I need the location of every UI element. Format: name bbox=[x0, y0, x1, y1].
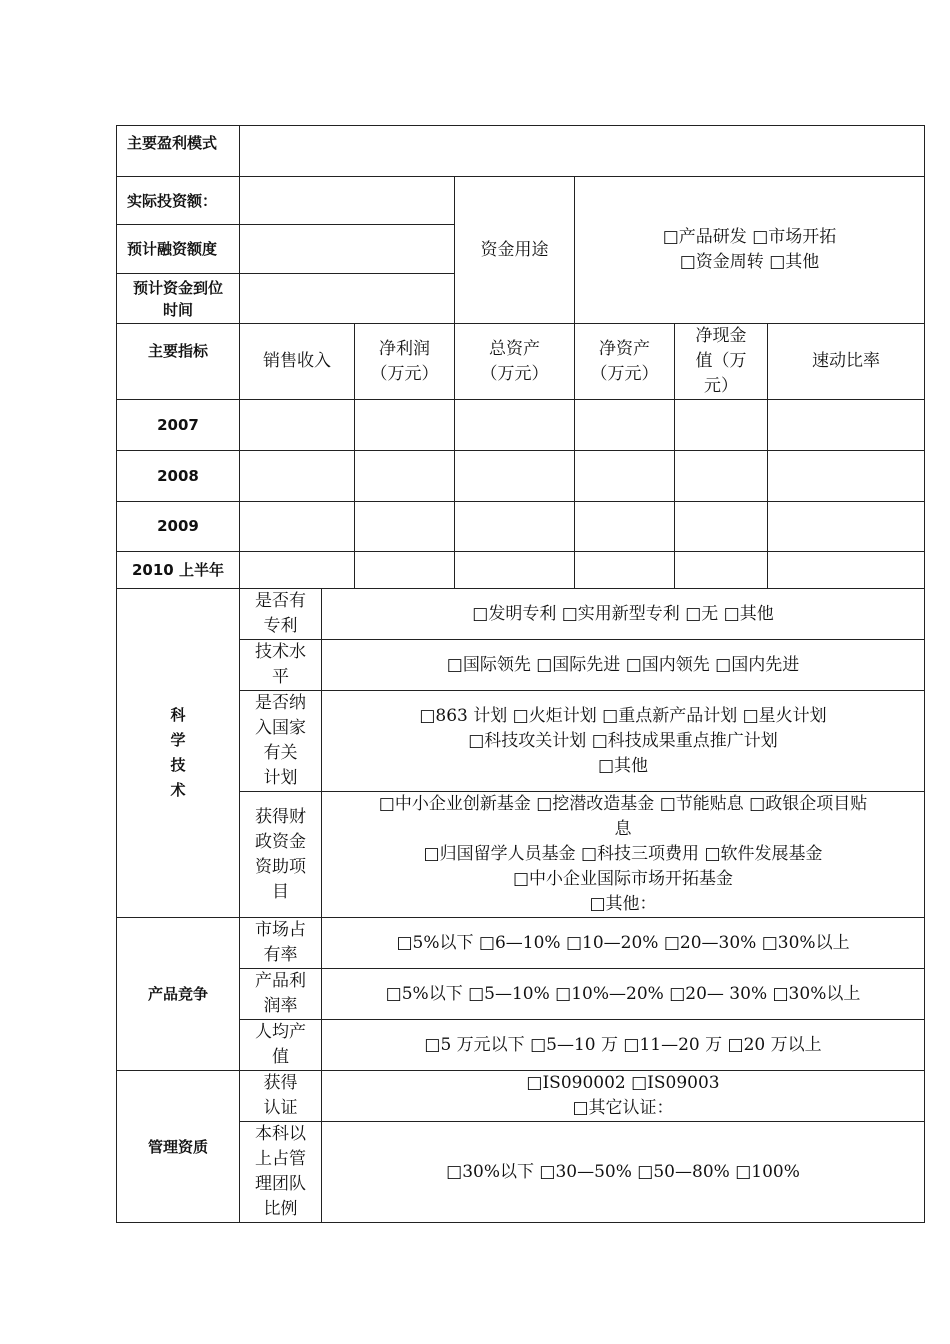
tech-section-char-1: 科 bbox=[170, 706, 186, 724]
certification-label-line-1: 获得 bbox=[263, 1073, 298, 1093]
main-indicators-label: 主要指标 bbox=[117, 324, 240, 400]
table-cell[interactable] bbox=[455, 400, 575, 451]
tech-level-options[interactable]: □国际领先 □国际先进 □国内领先 □国内先进 bbox=[322, 640, 925, 691]
table-cell[interactable] bbox=[768, 451, 925, 502]
national-plan-label-line-4: 计划 bbox=[263, 768, 298, 788]
patent-label-line-2: 专利 bbox=[263, 616, 298, 636]
market-share-label bbox=[240, 918, 322, 969]
col-total-assets bbox=[455, 324, 575, 400]
patent-label-line-1: 是否有 bbox=[255, 591, 306, 611]
market-share-options[interactable]: □5%以下 □6—10% □10—20% □20—30% □30%以上 bbox=[322, 918, 925, 969]
tech-level-label-line-2: 平 bbox=[272, 667, 289, 687]
fiscal-funding-label-line-1: 获得财 bbox=[255, 806, 306, 827]
table-cell[interactable] bbox=[575, 502, 675, 552]
national-plan-label-line-2: 入国家 bbox=[255, 718, 306, 738]
table-cell[interactable] bbox=[455, 502, 575, 552]
table-cell[interactable] bbox=[575, 552, 675, 589]
profit-margin-label-line-1: 产品利 bbox=[255, 971, 306, 991]
actual-investment-field[interactable] bbox=[240, 177, 455, 225]
fiscal-funding-label bbox=[240, 792, 322, 918]
fiscal-funding-options-line-1: □中小企业创新基金 □挖潜改造基金 □节能贴息 □政银企项目贴 bbox=[378, 794, 868, 814]
table-cell[interactable] bbox=[768, 400, 925, 451]
market-share-label-line-2: 有率 bbox=[263, 945, 298, 965]
fiscal-funding-label-line-3: 资助项 bbox=[255, 856, 306, 877]
table-cell[interactable] bbox=[455, 451, 575, 502]
science-technology-label bbox=[117, 589, 240, 918]
table-cell[interactable] bbox=[240, 552, 355, 589]
col-net-assets-line-1: 净资产 bbox=[599, 338, 650, 359]
patent-label bbox=[240, 589, 322, 640]
per-capita-output-label bbox=[240, 1020, 322, 1071]
fund-use-options-line-2: □资金周转 □其他 bbox=[679, 252, 820, 272]
enterprise-info-form bbox=[116, 125, 925, 1223]
expected-financing-label: 预计融资额度 bbox=[117, 225, 240, 274]
fund-arrival-label-line-1: 预计资金到位 bbox=[132, 278, 223, 297]
fiscal-funding-options-line-3: □归国留学人员基金 □科技三项费用 □软件发展基金 bbox=[423, 844, 823, 864]
table-cell[interactable] bbox=[675, 552, 768, 589]
table-cell[interactable] bbox=[675, 451, 768, 502]
table-cell[interactable] bbox=[768, 552, 925, 589]
bachelor-ratio-label-line-2: 上占管 bbox=[255, 1149, 306, 1169]
table-row bbox=[117, 451, 925, 502]
actual-investment-label: 实际投资额： bbox=[117, 177, 240, 225]
per-capita-output-options[interactable]: □5 万元以下 □5—10 万 □11—20 万 □20 万以上 bbox=[322, 1020, 925, 1071]
per-capita-output-label-line-1: 人均产 bbox=[255, 1022, 306, 1042]
tech-section-char-2: 学 bbox=[170, 731, 186, 749]
table-cell[interactable] bbox=[355, 451, 455, 502]
tech-section-char-3: 技 bbox=[170, 756, 186, 774]
col-net-profit bbox=[355, 324, 455, 400]
year-label: 2007 bbox=[117, 400, 240, 451]
certification-options-line-1: □IS090002 □IS09003 bbox=[526, 1073, 720, 1093]
col-net-assets bbox=[575, 324, 675, 400]
table-cell[interactable] bbox=[575, 400, 675, 451]
year-label: 2010 上半年 bbox=[117, 552, 240, 589]
profit-model-field[interactable] bbox=[240, 126, 925, 177]
table-cell[interactable] bbox=[355, 552, 455, 589]
table-cell[interactable] bbox=[240, 451, 355, 502]
col-net-profit-line-2: （万元） bbox=[370, 363, 439, 384]
col-total-assets-line-2: （万元） bbox=[480, 363, 549, 384]
product-competition-label: 产品竞争 bbox=[117, 918, 240, 1071]
patent-options[interactable]: □发明专利 □实用新型专利 □无 □其他 bbox=[322, 589, 925, 640]
bachelor-ratio-label bbox=[240, 1122, 322, 1223]
table-cell[interactable] bbox=[768, 502, 925, 552]
col-net-profit-line-1: 净利润 bbox=[379, 338, 430, 359]
certification-options[interactable] bbox=[322, 1071, 925, 1122]
fiscal-funding-label-line-4: 目 bbox=[272, 881, 289, 902]
fiscal-funding-label-line-2: 政资金 bbox=[255, 831, 306, 852]
col-net-cash-line-1: 净现金 bbox=[695, 326, 747, 346]
year-label: 2009 bbox=[117, 502, 240, 552]
fund-use-label: 资金用途 bbox=[455, 177, 575, 324]
national-plan-label-line-3: 有关 bbox=[263, 743, 298, 763]
table-cell[interactable] bbox=[675, 502, 768, 552]
tech-section-char-4: 术 bbox=[170, 781, 186, 799]
table-cell[interactable] bbox=[575, 451, 675, 502]
bachelor-ratio-label-line-3: 理团队 bbox=[255, 1174, 306, 1194]
bachelor-ratio-label-line-1: 本科以 bbox=[255, 1124, 306, 1144]
profit-margin-options[interactable]: □5%以下 □5—10% □10%—20% □20— 30% □30%以上 bbox=[322, 969, 925, 1020]
col-net-cash bbox=[675, 324, 768, 400]
col-sales-revenue: 销售收入 bbox=[240, 324, 355, 400]
fund-use-options[interactable] bbox=[575, 177, 925, 324]
national-plan-options-line-2: □科技攻关计划 □科技成果重点推广计划 bbox=[468, 730, 778, 751]
col-net-assets-line-2: （万元） bbox=[590, 363, 659, 384]
tech-level-label bbox=[240, 640, 322, 691]
management-qualification-label: 管理资质 bbox=[117, 1071, 240, 1223]
table-cell[interactable] bbox=[355, 502, 455, 552]
bachelor-ratio-label-line-4: 比例 bbox=[263, 1199, 298, 1219]
fiscal-funding-options[interactable] bbox=[322, 792, 925, 918]
table-cell[interactable] bbox=[355, 400, 455, 451]
year-label: 2008 bbox=[117, 451, 240, 502]
certification-label-line-2: 认证 bbox=[263, 1098, 298, 1118]
fund-arrival-time-label bbox=[117, 274, 240, 324]
bachelor-ratio-options[interactable]: □30%以下 □30—50% □50—80% □100% bbox=[322, 1122, 925, 1223]
fund-arrival-label-line-2: 时间 bbox=[162, 300, 193, 319]
expected-financing-field[interactable] bbox=[240, 225, 455, 274]
tech-level-label-line-1: 技术水 bbox=[255, 642, 306, 662]
fiscal-funding-options-line-4: □中小企业国际市场开拓基金 bbox=[512, 869, 734, 889]
market-share-label-line-1: 市场占 bbox=[255, 920, 306, 940]
certification-label bbox=[240, 1071, 322, 1122]
per-capita-output-label-line-2: 值 bbox=[272, 1047, 289, 1067]
table-cell[interactable] bbox=[455, 552, 575, 589]
table-row bbox=[117, 502, 925, 552]
national-plan-label bbox=[240, 691, 322, 792]
national-plan-options-line-3: □其他 bbox=[597, 755, 649, 776]
table-cell[interactable] bbox=[240, 502, 355, 552]
national-plan-label-line-1: 是否纳 bbox=[255, 693, 306, 713]
fund-arrival-time-field[interactable] bbox=[240, 274, 455, 324]
table-cell[interactable] bbox=[240, 400, 355, 451]
fiscal-funding-options-line-5: □其他： bbox=[589, 894, 657, 914]
profit-model-label: 主要盈利模式 bbox=[117, 126, 240, 177]
national-plan-options[interactable] bbox=[322, 691, 925, 792]
certification-options-line-2: □其它认证： bbox=[572, 1098, 674, 1118]
national-plan-options-line-1: □863 计划 □火炬计划 □重点新产品计划 □星火计划 bbox=[419, 705, 827, 726]
fiscal-funding-options-line-2: 息 bbox=[614, 819, 632, 839]
fund-use-options-line-1: □产品研发 □市场开拓 bbox=[662, 227, 837, 247]
profit-margin-label-line-2: 润率 bbox=[263, 996, 298, 1016]
col-total-assets-line-1: 总资产 bbox=[489, 338, 540, 359]
table-row bbox=[117, 552, 925, 589]
table-cell[interactable] bbox=[675, 400, 768, 451]
col-net-cash-line-3: 元） bbox=[704, 376, 738, 396]
profit-margin-label bbox=[240, 969, 322, 1020]
col-net-cash-line-2: 值（万 bbox=[695, 351, 747, 371]
table-row bbox=[117, 400, 925, 451]
col-quick-ratio: 速动比率 bbox=[768, 324, 925, 400]
